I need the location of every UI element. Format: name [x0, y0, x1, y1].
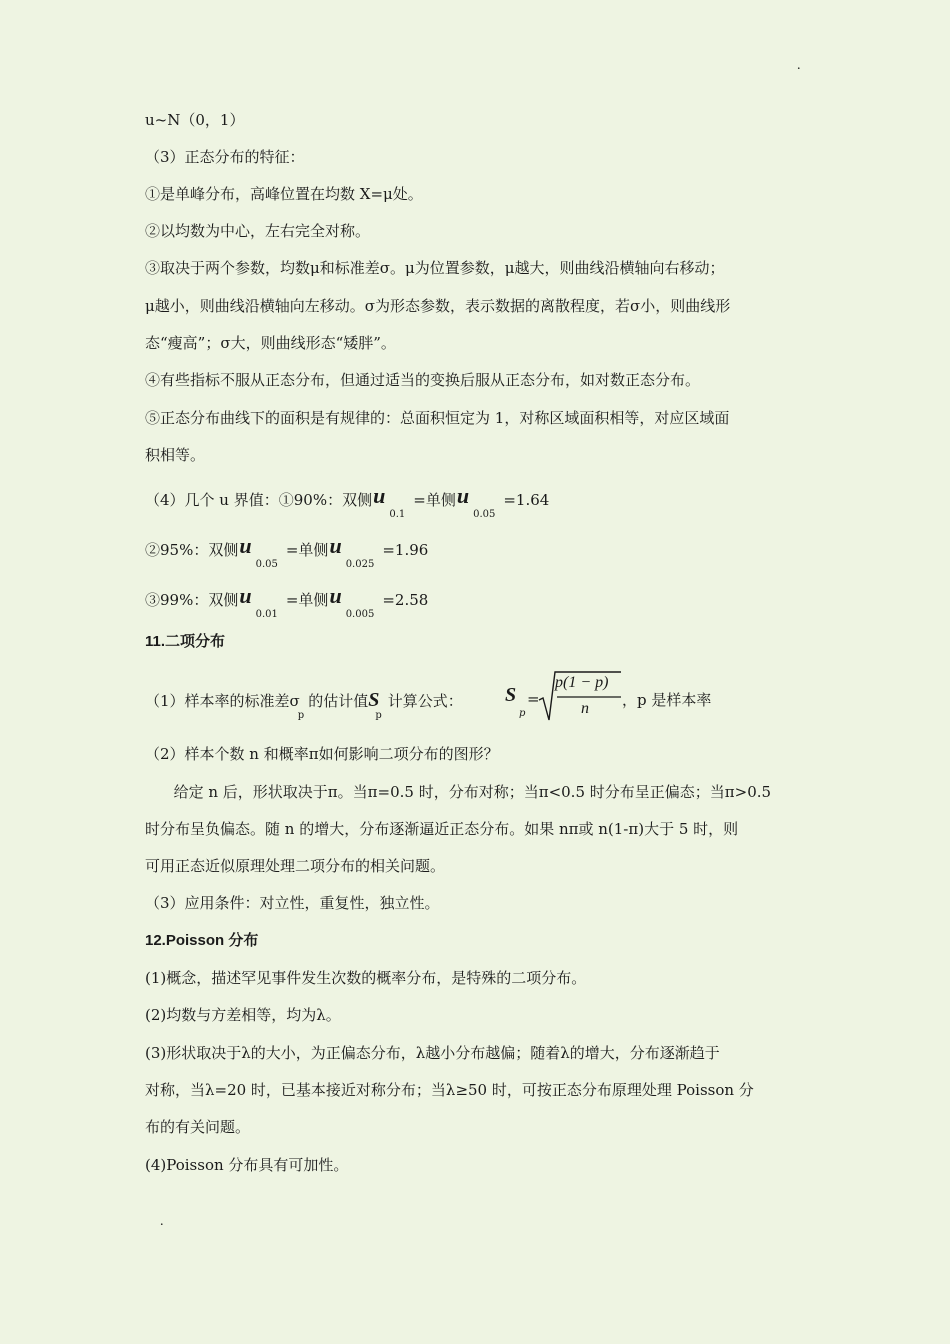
- text: =单侧: [413, 491, 456, 509]
- u-symbol: u: [329, 583, 342, 608]
- text-line: ③取决于两个参数，均数μ和标准差σ。μ为位置参数，μ越大，则曲线沿横轴向右移动；: [145, 259, 725, 277]
- text: 计算公式：: [387, 692, 463, 710]
- binomial-sd-formula-line: [145, 689, 830, 721]
- text-line: （3）正态分布的特征：: [145, 148, 305, 166]
- u-symbol: u: [329, 533, 342, 558]
- fraction-numerator: p(1 − p): [555, 674, 609, 691]
- sqrt-formula: [503, 668, 623, 724]
- text-line: 布的有关问题。: [145, 1118, 251, 1136]
- u-critical-values-line: [145, 583, 830, 620]
- section-heading-poisson: 12.Poisson 分布: [145, 932, 259, 949]
- text-line: (1)概念，描述罕见事件发生次数的概率分布，是特殊的二项分布。: [145, 969, 587, 987]
- text: 的估计值: [308, 692, 369, 710]
- text-line: ，p 是样本率: [622, 691, 712, 709]
- fraction-denominator: n: [581, 700, 589, 717]
- text-line: 给定 n 后，形状取决于π。当π=0.5 时，分布对称；当π<0.5 时分布呈正偏态；当π>0.5: [145, 783, 772, 801]
- u-symbol: u: [456, 483, 470, 508]
- text-line: （2）样本个数 n 和概率π如何影响二项分布的图形？: [145, 745, 499, 763]
- u-symbol: u: [373, 483, 386, 508]
- subscript: 0.005: [345, 609, 375, 620]
- text: =1.96: [382, 541, 429, 559]
- s-symbol: S: [368, 689, 380, 711]
- text-line: 积相等。: [145, 446, 206, 464]
- subscript: 0.025: [345, 559, 375, 570]
- subscript: 0.01: [255, 609, 278, 620]
- footer-mark: .: [160, 1214, 164, 1229]
- u-critical-values-line: [145, 483, 830, 520]
- text: =1.64: [503, 491, 550, 509]
- text: （1）样本率的标准差σ: [145, 692, 300, 710]
- subscript: p: [375, 710, 382, 721]
- text-line: μ越小，则曲线沿横轴向左移动。σ为形态参数，表示数据的离散程度，若σ小，则曲线形: [145, 297, 731, 315]
- text-line: (3)形状取决于λ的大小，为正偏态分布，λ越小分布越偏；随着λ的增大，分布逐渐趋于: [145, 1044, 720, 1062]
- text-line: (4)Poisson 分布具有可加性。: [145, 1156, 349, 1174]
- text-line: ②以均数为中心，左右完全对称。: [145, 222, 371, 240]
- u-symbol: u: [239, 533, 252, 558]
- text-line: 时分布呈负偏态。随 n 的增大，分布逐渐逼近正态分布。如果 nπ或 n(1-π)大于 5 时，则: [145, 820, 739, 838]
- subscript: p: [519, 708, 526, 719]
- u-symbol: u: [239, 583, 252, 608]
- header-mark: .: [797, 58, 801, 73]
- text-line: 对称，当λ=20 时，已基本接近对称分布；当λ≥50 时，可按正态分布原理处理 Poisson 分: [145, 1081, 754, 1099]
- subscript: 0.1: [389, 509, 406, 520]
- u-critical-values-line: [145, 533, 830, 570]
- text-line: (2)均数与方差相等，均为λ。: [145, 1006, 341, 1024]
- text: （4）几个 u 界值：①90%：双侧: [145, 491, 373, 509]
- text-line: ④有些指标不服从正态分布，但通过适当的变换后服从正态分布，如对数正态分布。: [145, 371, 701, 389]
- text: ③99%：双侧: [145, 591, 239, 609]
- text-line: （3）应用条件：对立性，重复性，独立性。: [145, 894, 440, 912]
- equals-sign: =: [527, 690, 540, 708]
- text: =单侧: [285, 591, 329, 609]
- text-line: ①是单峰分布，高峰位置在均数 X=μ处。: [145, 185, 423, 203]
- subscript: 0.05: [473, 509, 496, 520]
- text: =单侧: [285, 541, 329, 559]
- text-line: 态“瘦高”；σ大，则曲线形态“矮胖”。: [145, 334, 396, 352]
- text: =2.58: [382, 591, 429, 609]
- subscript: 0.05: [255, 559, 278, 570]
- section-heading-binomial: 11.二项分布: [145, 633, 226, 650]
- text-line: u~N（0，1）: [145, 111, 245, 129]
- text-line: 可用正态近似原理处理二项分布的相关问题。: [145, 857, 446, 875]
- subscript: p: [297, 710, 305, 721]
- s-symbol: S: [505, 684, 517, 706]
- text: ②95%：双侧: [145, 541, 239, 559]
- text-line: ⑤正态分布曲线下的面积是有规律的：总面积恒定为 1，对称区域面积相等，对应区域面: [145, 409, 730, 427]
